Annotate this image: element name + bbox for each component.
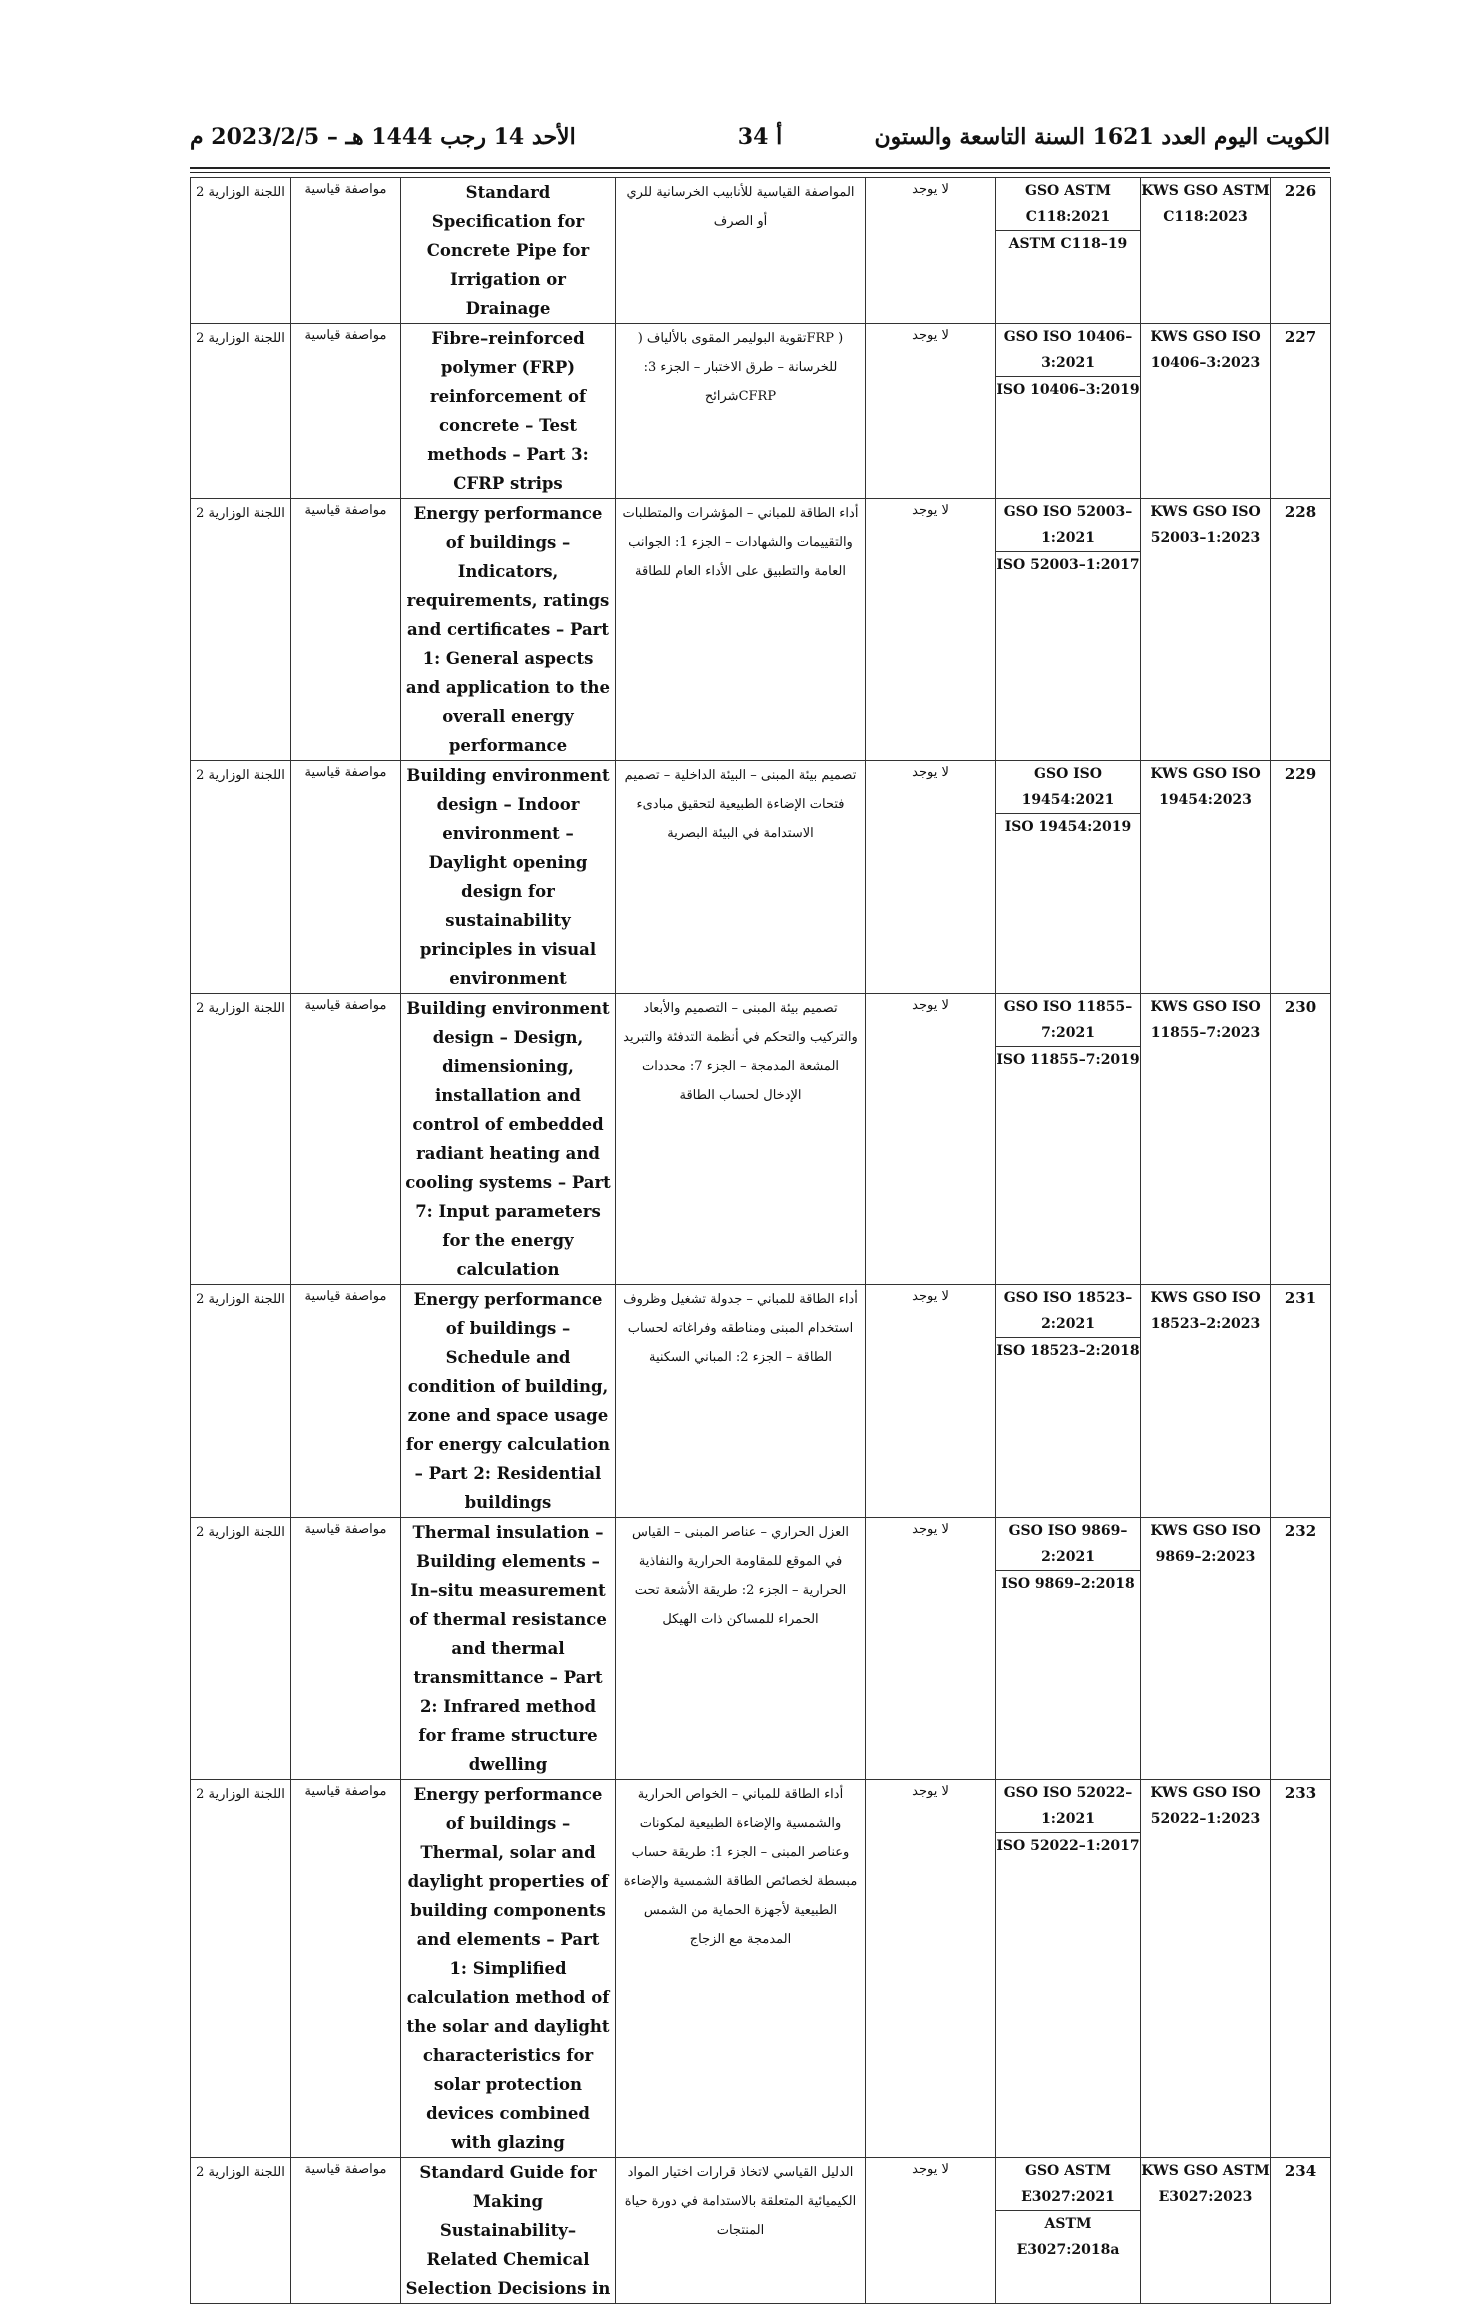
- gso-code: GSO ISO 11855–7:2021: [996, 994, 1140, 1047]
- availability: لا يوجد: [866, 178, 996, 324]
- availability: لا يوجد: [866, 324, 996, 499]
- reference-code: ISO 10406–3:2019: [996, 382, 1140, 398]
- gso-cell: [996, 1780, 1141, 2158]
- kws-code: KWS GSO ISO 9869–2:2023: [1141, 1518, 1271, 1780]
- reference-code: ISO 9869–2:2018: [1001, 1576, 1135, 1592]
- title-english: Fibre–reinforced polymer (FRP) reinforcement of concrete – Test methods – Part 3: CFRP strips: [401, 324, 616, 499]
- header-page-number: أ 34: [737, 124, 783, 150]
- table-row: [191, 2158, 1331, 2304]
- availability: لا يوجد: [866, 1518, 996, 1780]
- document-type: مواصفة قياسية: [291, 1780, 401, 2158]
- title-arabic: أداء الطاقة للمباني – جدولة تشغيل وظروف استخدام المبنى ومناطقه وفراغاته لحساب الطاقة – الجزء 2: المباني السكنية: [616, 1285, 866, 1518]
- title-english: Energy performance of buildings – Indicators, requirements, ratings and certificates – Part 1: General aspects and application to the overall energy performance: [401, 499, 616, 761]
- row-number: 232: [1271, 1518, 1331, 1780]
- gso-code: GSO ISO 10406–3:2021: [996, 324, 1140, 377]
- row-number: 233: [1271, 1780, 1331, 2158]
- table-row: [191, 994, 1331, 1285]
- document-type: مواصفة قياسية: [291, 994, 401, 1285]
- document-type: مواصفة قياسية: [291, 178, 401, 324]
- document-type: مواصفة قياسية: [291, 324, 401, 499]
- reference-code: ISO 11855–7:2019: [996, 1052, 1140, 1068]
- gso-code: GSO ISO 18523–2:2021: [996, 1285, 1140, 1338]
- availability: لا يوجد: [866, 2158, 996, 2304]
- row-number: 228: [1271, 499, 1331, 761]
- committee: اللجنة الوزارية 2: [191, 1285, 291, 1518]
- title-english: Standard Guide for Making Sustainability–Related Chemical Selection Decisions in: [401, 2158, 616, 2304]
- title-arabic: ( FRPتقوية البوليمر المقوى بالألياف ( للخرسانة – طرق الاختبار – الجزء 3: CFRPشرائح: [616, 324, 866, 499]
- gso-cell: [996, 324, 1141, 499]
- kws-code: KWS GSO ISO 52022–1:2023: [1141, 1780, 1271, 2158]
- gso-cell: [996, 1518, 1141, 1780]
- row-number: 227: [1271, 324, 1331, 499]
- table-row: [191, 1780, 1331, 2158]
- gso-cell: [996, 994, 1141, 1285]
- gso-cell: [996, 761, 1141, 994]
- committee: اللجنة الوزارية 2: [191, 178, 291, 324]
- gso-code: GSO ASTM C118:2021: [996, 178, 1140, 231]
- table-row: [191, 178, 1331, 324]
- reference-code: ISO 18523–2:2018: [996, 1343, 1140, 1359]
- title-english: Thermal insulation – Building elements – In–situ measurement of thermal resistance and thermal transmittance – Part 2: Infrared method for frame structure dwelling: [401, 1518, 616, 1780]
- kws-code: KWS GSO ISO 10406–3:2023: [1141, 324, 1271, 499]
- gso-code: GSO ASTM E3027:2021: [996, 2158, 1140, 2211]
- committee: اللجنة الوزارية 2: [191, 1780, 291, 2158]
- kws-code: KWS GSO ASTM C118:2023: [1141, 178, 1271, 324]
- standards-table: [190, 177, 1331, 2304]
- row-number: 226: [1271, 178, 1331, 324]
- standards-table-body: [191, 178, 1331, 2304]
- kws-code: KWS GSO ASTM E3027:2023: [1141, 2158, 1271, 2304]
- kws-code: KWS GSO ISO 52003–1:2023: [1141, 499, 1271, 761]
- availability: لا يوجد: [866, 994, 996, 1285]
- row-number: 230: [1271, 994, 1331, 1285]
- document-type: مواصفة قياسية: [291, 499, 401, 761]
- reference-code: ISO 52022–1:2017: [996, 1838, 1140, 1854]
- kws-code: KWS GSO ISO 18523–2:2023: [1141, 1285, 1271, 1518]
- gso-code: GSO ISO 52022–1:2021: [996, 1780, 1140, 1833]
- title-english: Standard Specification for Concrete Pipe for Irrigation or Drainage: [401, 178, 616, 324]
- row-number: 234: [1271, 2158, 1331, 2304]
- availability: لا يوجد: [866, 761, 996, 994]
- title-english: Building environment design – Design, dimensioning, installation and control of embedded radiant heating and cooling systems – Part 7: Input parameters for the energy calculation: [401, 994, 616, 1285]
- title-arabic: المواصفة القياسية للأنابيب الخرسانية للري أو الصرف: [616, 178, 866, 324]
- page-header: [190, 118, 1330, 158]
- title-arabic: تصميم بيئة المبنى – البيئة الداخلية – تصميم فتحات الإضاءة الطبيعية لتحقيق مبادىء الاستدامة في البيئة البصرية: [616, 761, 866, 994]
- title-arabic: الدليل القياسي لاتخاذ قرارات اختيار المواد الكيميائية المتعلقة بالاستدامة في دورة حياة المنتجات: [616, 2158, 866, 2304]
- title-arabic: تصميم بيئة المبنى – التصميم والأبعاد والتركيب والتحكم في أنظمة التدفئة والتبريد المشعة المدمجة – الجزء 7: محددات الإدخال لحساب الطاقة: [616, 994, 866, 1285]
- title-arabic: أداء الطاقة للمباني – المؤشرات والمتطلبات والتقييمات والشهادات – الجزء 1: الجوانب العامة والتطبيق على الأداء العام للطاقة: [616, 499, 866, 761]
- reference-code: ISO 19454:2019: [1004, 819, 1132, 835]
- committee: اللجنة الوزارية 2: [191, 324, 291, 499]
- gso-cell: [996, 499, 1141, 761]
- title-english: Energy performance of buildings – Schedule and condition of building, zone and space usage for energy calculation – Part 2: Residential buildings: [401, 1285, 616, 1518]
- reference-code: ASTM E3027:2018a: [1016, 2216, 1120, 2258]
- table-row: [191, 1285, 1331, 1518]
- kws-code: KWS GSO ISO 19454:2023: [1141, 761, 1271, 994]
- reference-code: ISO 52003–1:2017: [996, 557, 1140, 573]
- reference-code: ASTM C118–19: [1008, 236, 1128, 252]
- gso-cell: [996, 2158, 1141, 2304]
- table-row: [191, 761, 1331, 994]
- availability: لا يوجد: [866, 1780, 996, 2158]
- header-date: الأحد 14 رجب 1444 هـ – 2023/2/5 م: [190, 124, 576, 150]
- row-number: 229: [1271, 761, 1331, 994]
- gso-cell: [996, 178, 1141, 324]
- committee: اللجنة الوزارية 2: [191, 2158, 291, 2304]
- row-number: 231: [1271, 1285, 1331, 1518]
- header-rule-thick: [190, 167, 1330, 169]
- gso-code: GSO ISO 52003–1:2021: [996, 499, 1140, 552]
- table-row: [191, 499, 1331, 761]
- committee: اللجنة الوزارية 2: [191, 1518, 291, 1780]
- title-arabic: أداء الطاقة للمباني – الخواص الحرارية والشمسية والإضاءة الطبيعية لمكونات وعناصر المبنى – الجزء 1: طريقة حساب مبسطة لخصائص الطاقة الشمسية والإضاءة الطبيعية لأجهزة الحماية من الشمس المدمجة مع الزجاج: [616, 1780, 866, 2158]
- title-english: Energy performance of buildings – Thermal, solar and daylight properties of building components and elements – Part 1: Simplified calculation method of the solar and daylight characteristics for solar protection devices combined with glazing: [401, 1780, 616, 2158]
- title-arabic: العزل الحراري – عناصر المبنى – القياس في الموقع للمقاومة الحرارية والنفاذية الحرارية – الجزء 2: طريقة الأشعة تحت الحمراء للمساكن ذات الهيكل: [616, 1518, 866, 1780]
- document-type: مواصفة قياسية: [291, 1518, 401, 1780]
- title-english: Building environment design – Indoor environment – Daylight opening design for sustainability principles in visual environment: [401, 761, 616, 994]
- header-rule-thin: [190, 172, 1330, 173]
- availability: لا يوجد: [866, 1285, 996, 1518]
- gso-code: GSO ISO 19454:2021: [996, 761, 1140, 814]
- document-type: مواصفة قياسية: [291, 2158, 401, 2304]
- table-row: [191, 1518, 1331, 1780]
- availability: لا يوجد: [866, 499, 996, 761]
- kws-code: KWS GSO ISO 11855–7:2023: [1141, 994, 1271, 1285]
- document-type: مواصفة قياسية: [291, 1285, 401, 1518]
- committee: اللجنة الوزارية 2: [191, 994, 291, 1285]
- committee: اللجنة الوزارية 2: [191, 499, 291, 761]
- document-type: مواصفة قياسية: [291, 761, 401, 994]
- gso-cell: [996, 1285, 1141, 1518]
- table-row: [191, 324, 1331, 499]
- gso-code: GSO ISO 9869–2:2021: [996, 1518, 1140, 1571]
- committee: اللجنة الوزارية 2: [191, 761, 291, 994]
- header-publication: الكويت اليوم العدد 1621 السنة التاسعة والستون: [874, 124, 1330, 150]
